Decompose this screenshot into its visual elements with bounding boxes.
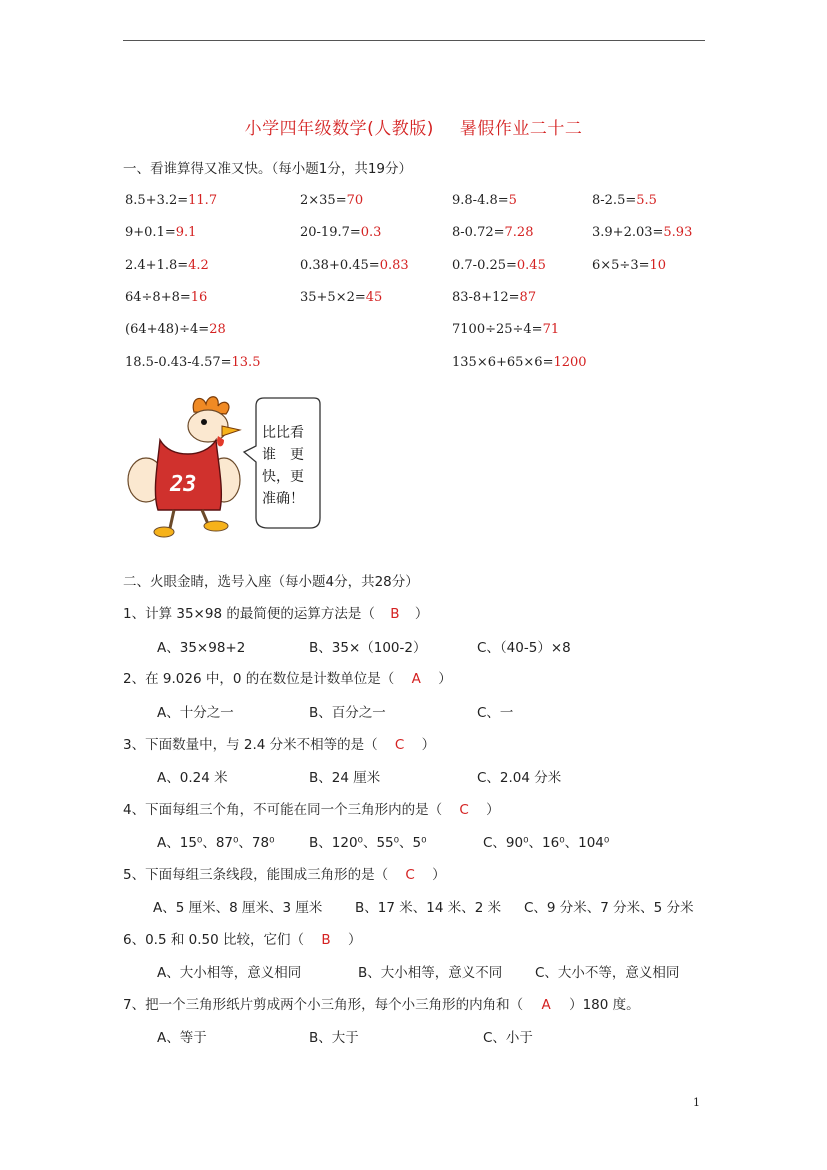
option-c: C、90⁰、16⁰、104⁰ [483, 835, 610, 851]
option-a: A、5 厘米、8 厘米、3 厘米 [153, 900, 323, 916]
option-c: C、大小不等，意义相同 [535, 965, 680, 981]
question-2: 2、在 9.026 中，0 的在数位是计数单位是（ A ） [123, 671, 452, 687]
option-b: B、24 厘米 [309, 770, 381, 786]
option-a: A、等于 [157, 1030, 207, 1046]
page-title [0, 114, 827, 139]
option-b: B、大小相等，意义不同 [358, 965, 503, 981]
option-b: B、百分之一 [309, 705, 386, 721]
option-c: C、9 分米、7 分米、5 分米 [524, 900, 694, 916]
calc-item: 7100÷25÷4=71 [452, 322, 560, 337]
title-sub: 暑假作业二十二 [459, 119, 583, 139]
calc-item: 20-19.7=0.3 [300, 225, 382, 240]
option-a: A、十分之一 [157, 705, 234, 721]
header-rule [123, 40, 705, 41]
option-c: C、2.04 分米 [477, 770, 562, 786]
answer-q3: C [394, 737, 405, 753]
calc-item: 35+5×2=45 [300, 290, 383, 305]
calc-item: 135×6+65×6=1200 [452, 355, 587, 370]
question-3: 3、下面数量中，与 2.4 分米不相等的是（ C ） [123, 737, 436, 753]
calc-item: (64+48)÷4=28 [125, 322, 226, 337]
answer-q7: A [541, 997, 551, 1013]
option-a: A、15⁰、87⁰、78⁰ [157, 835, 275, 851]
question-6: 6、0.5 和 0.50 比较，它们（ B ） [123, 932, 362, 948]
section1-heading: 一、看谁算得又准又快。（每小题1分，共19分） [123, 161, 413, 177]
answer-q2: A [411, 671, 421, 687]
bubble-line: 准确！ [262, 491, 304, 507]
calc-item: 9.8-4.8=5 [452, 193, 517, 208]
chicken-mascot-illustration [124, 392, 324, 544]
calc-item: 8.5+3.2=11.7 [125, 193, 218, 208]
option-b: B、大于 [309, 1030, 359, 1046]
jersey-number: 23 [170, 472, 197, 497]
answer-q6: B [321, 932, 331, 948]
option-a: A、0.24 米 [157, 770, 228, 786]
answer-q5: C [405, 867, 415, 883]
calc-item: 3.9+2.03=5.93 [592, 225, 693, 240]
calc-item: 8-2.5=5.5 [592, 193, 657, 208]
calc-item: 0.38+0.45=0.83 [300, 258, 409, 273]
option-a: A、大小相等，意义相同 [157, 965, 302, 981]
bubble-line: 谁 更 [262, 447, 304, 463]
question-4: 4、下面每组三个角，不可能在同一个三角形内的是（ C ） [123, 802, 500, 818]
calc-item: 6×5÷3=10 [592, 258, 667, 273]
question-7: 7、把一个三角形纸片剪成两个小三角形，每个小三角形的内角和（ A ）180 度。 [123, 997, 640, 1013]
title-main: 小学四年级数学(人教版) [244, 119, 434, 139]
page-number: 1 [693, 1096, 700, 1109]
option-c: C、（40-5）×8 [477, 640, 571, 656]
question-1: 1、计算 35×98 的最简便的运算方法是（ B ） [123, 606, 429, 622]
answer-q1: B [390, 606, 400, 622]
bubble-line: 比比看 [262, 425, 304, 441]
option-b: B、120⁰、55⁰、5⁰ [309, 835, 427, 851]
option-b: B、35×（100-2） [309, 640, 427, 656]
bubble-line: 快，更 [262, 469, 304, 485]
calc-item: 2.4+1.8=4.2 [125, 258, 209, 273]
calc-item: 0.7-0.25=0.45 [452, 258, 546, 273]
question-5: 5、下面每组三条线段，能围成三角形的是（ C ） [123, 867, 446, 883]
calc-item: 8-0.72=7.28 [452, 225, 534, 240]
option-b: B、17 米、14 米、2 米 [355, 900, 502, 916]
calc-item: 83-8+12=87 [452, 290, 537, 305]
calc-item: 64÷8+8=16 [125, 290, 208, 305]
section2-heading: 二、火眼金睛，选号入座（每小题4分，共28分） [123, 574, 419, 590]
calc-item: 18.5-0.43-4.57=13.5 [125, 355, 261, 370]
option-c: C、小于 [483, 1030, 533, 1046]
calc-item: 2×35=70 [300, 193, 364, 208]
option-c: C、一 [477, 705, 514, 721]
option-a: A、35×98+2 [157, 640, 246, 656]
answer-q4: C [459, 802, 469, 818]
calc-item: 9+0.1=9.1 [125, 225, 197, 240]
